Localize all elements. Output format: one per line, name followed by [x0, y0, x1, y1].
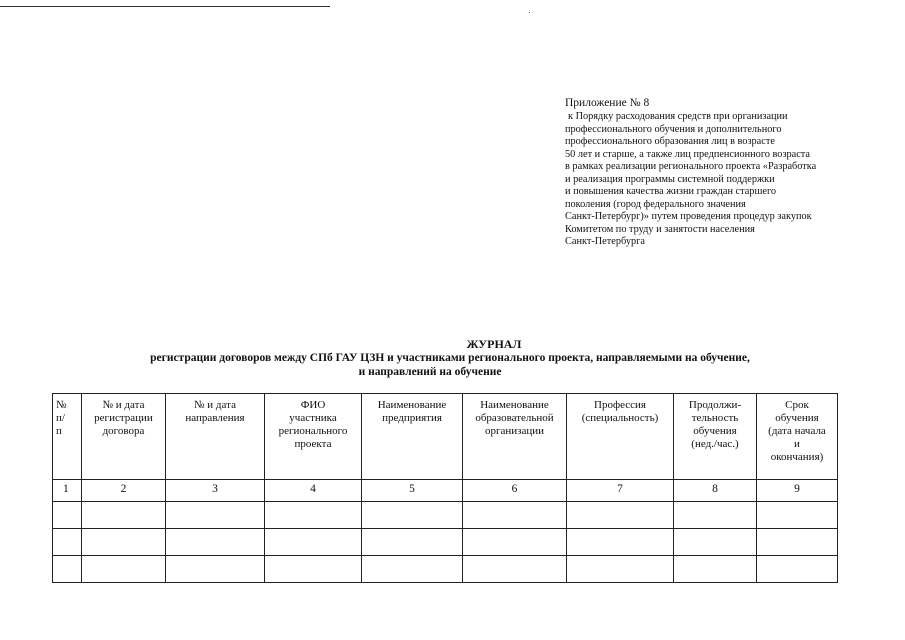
- header-cell-duration: [674, 394, 757, 480]
- header-text: обучения: [693, 425, 737, 437]
- header-cell-period: [757, 394, 838, 480]
- header-text: (дата начала: [768, 425, 826, 437]
- empty-cell: [265, 502, 362, 529]
- header-cell-number: [53, 394, 82, 480]
- header-cell-participant: [265, 394, 362, 480]
- appendix-heading: Приложение № 8: [565, 97, 650, 109]
- column-number-cell: 3: [166, 480, 265, 502]
- header-text: (нед./час.): [691, 438, 739, 450]
- empty-cell: [82, 529, 166, 556]
- header-cell-referral: [166, 394, 265, 480]
- table-row: [53, 502, 838, 529]
- empty-cell: [166, 529, 265, 556]
- journal-title-subtitle-cont: и направлений на обучение: [358, 366, 502, 378]
- header-text: регионального: [278, 425, 348, 437]
- column-number-cell: 4: [265, 480, 362, 502]
- appendix-line: в рамках реализации регионального проекта «Разработка: [565, 161, 817, 172]
- header-text: договора: [102, 425, 145, 437]
- empty-cell: [166, 556, 265, 583]
- scan-artifact-dot: [529, 12, 530, 13]
- empty-cell: [53, 502, 82, 529]
- column-number-cell: 2: [82, 480, 166, 502]
- empty-cell: [265, 556, 362, 583]
- empty-cell: [82, 502, 166, 529]
- appendix-line: 50 лет и старше, а также лиц предпенсионного возраста: [565, 148, 811, 160]
- header-cell-enterprise: [362, 394, 463, 480]
- header-cell-institution: [463, 394, 567, 480]
- journal-title-heading: ЖУРНАЛ: [466, 337, 522, 351]
- empty-cell: [362, 529, 463, 556]
- header-text: Продолжи-: [688, 399, 742, 411]
- appendix-note: [565, 96, 895, 249]
- empty-cell: [757, 556, 838, 583]
- empty-cell: [82, 556, 166, 583]
- appendix-line: поколения (город федерального значения: [565, 198, 746, 210]
- header-text: окончания): [770, 451, 824, 463]
- header-cell-contract: [82, 394, 166, 480]
- header-text: ФИО: [300, 399, 326, 411]
- header-text: Профессия: [594, 399, 646, 411]
- header-text: участника: [289, 412, 337, 424]
- column-number-cell: 9: [757, 480, 838, 502]
- empty-cell: [166, 502, 265, 529]
- empty-cell: [265, 529, 362, 556]
- empty-cell: [674, 502, 757, 529]
- header-text: и: [794, 438, 800, 450]
- column-number-cell: 5: [362, 480, 463, 502]
- appendix-line: и реализация программы системной поддержки: [565, 173, 775, 185]
- table-row: [53, 529, 838, 556]
- journal-title-subtitle: регистрации договоров между СПб ГАУ ЦЗН и участниками регионального проекта, направляемыми на обучение,: [150, 352, 750, 364]
- table-header-row: [53, 394, 838, 480]
- header-text: тельность: [691, 412, 739, 424]
- empty-cell: [362, 502, 463, 529]
- column-number-cell: 7: [567, 480, 674, 502]
- header-text: обучения: [775, 412, 819, 424]
- scan-artifact-line: [0, 6, 330, 7]
- header-text: Наименование: [377, 399, 447, 411]
- empty-cell: [53, 556, 82, 583]
- header-text: п/: [56, 412, 65, 424]
- header-text: регистрации: [94, 412, 153, 424]
- table-row: [53, 556, 838, 583]
- empty-cell: [567, 502, 674, 529]
- column-number-cell: 8: [674, 480, 757, 502]
- empty-cell: [567, 529, 674, 556]
- appendix-line: профессионального обучения и дополнительного: [565, 123, 782, 135]
- header-text: образовательной: [475, 412, 554, 424]
- header-text: Срок: [785, 399, 809, 411]
- header-text: (специальность): [581, 412, 659, 424]
- journal-title: [80, 337, 820, 379]
- empty-cell: [53, 529, 82, 556]
- appendix-line: к Порядку расходования средств при организации: [568, 111, 788, 122]
- appendix-line: Комитетом по труду и занятости населения: [565, 223, 755, 235]
- appendix-line: Санкт-Петербурга: [565, 236, 645, 247]
- appendix-line: Санкт-Петербург)» путем проведения процедур закупок: [565, 211, 812, 222]
- journal-table: [52, 393, 838, 583]
- header-text: организации: [484, 425, 545, 437]
- header-text: проекта: [294, 438, 332, 450]
- empty-cell: [463, 556, 567, 583]
- table-column-numbers-row: [53, 480, 838, 502]
- header-text: № и дата: [194, 399, 236, 411]
- empty-cell: [463, 529, 567, 556]
- column-number-cell: 1: [53, 480, 82, 502]
- header-text: п: [56, 425, 62, 437]
- header-text: Наименование: [480, 399, 549, 411]
- header-cell-profession: [567, 394, 674, 480]
- empty-cell: [757, 529, 838, 556]
- empty-cell: [674, 556, 757, 583]
- header-text: направления: [185, 412, 245, 424]
- empty-cell: [757, 502, 838, 529]
- column-number-cell: 6: [463, 480, 567, 502]
- appendix-line: и повышения качества жизни граждан старшего: [565, 186, 777, 197]
- empty-cell: [674, 529, 757, 556]
- header-text: № и дата: [102, 399, 145, 411]
- empty-cell: [567, 556, 674, 583]
- empty-cell: [362, 556, 463, 583]
- empty-cell: [463, 502, 567, 529]
- appendix-line: профессионального образования лиц в возрасте: [565, 136, 775, 147]
- header-text: №: [56, 399, 67, 411]
- header-text: предприятия: [382, 412, 442, 424]
